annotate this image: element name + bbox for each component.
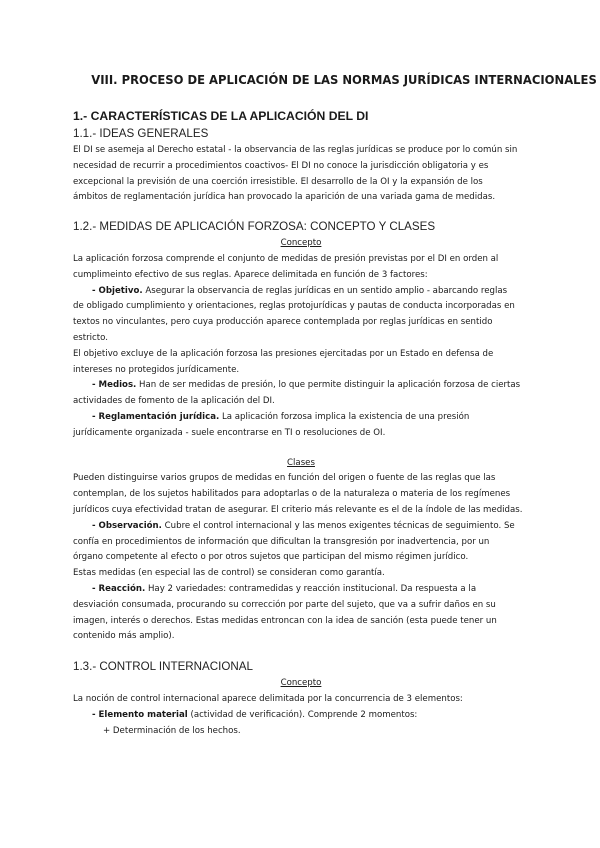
paragraph-line: El objetivo excluye de la aplicación forzosa las presiones ejercitadas por un Estado en defensa de [73,348,494,359]
bullet-item: + Determinación de los hechos. [103,725,241,736]
subsection-heading-control: 1.3.- CONTROL INTERNACIONAL [73,660,253,674]
medios-text: Han de ser medidas de presión, lo que permite distinguir la aplicación forzosa de ciertas [136,380,521,391]
paragraph-line: intereses no protegidos jurídicamente. [73,364,240,375]
objetivo-item [73,284,529,300]
subsection-heading-ideas: 1.1.- IDEAS GENERALES [73,127,209,140]
paragraph-line: desviación consumada, procurando su corrección por parte del sujeto, que va a sufrir daños en su [73,599,496,610]
objetivo-label: - Objetivo. [92,285,143,296]
paragraph-line: jurídicamente organizada - suele encontrarse en TI o resoluciones de OI. [73,427,386,438]
concepto-label: Concepto [280,238,322,249]
reglamentacion-text: La aplicación forzosa implica la existencia de una presión [219,411,470,422]
paragraph-line: contemplan, de los sujetos habilitados para adoptarlas o de la naturaleza o materia de los regímenes [73,489,511,500]
paragraph-line: cumplimeinto efectivo de sus reglas. Aparece delimitada en función de 3 factores: [73,269,428,280]
medios-item [73,378,529,394]
paragraph-line: ámbitos de reglamentación jurídica han provocado la aparición de una variada gama de medidas. [73,192,496,203]
observacion-item [73,519,529,535]
paragraph-line: contenido más amplio). [73,631,175,642]
reaccion-label: - Reacción. [92,583,146,594]
paragraph-line: excepcional la previsión de una coerción irresistible. El desarrollo de la OI y la expansión de los [73,176,483,187]
paragraph-line: textos no vinculantes, pero cuya producción aparece contemplada por reglas jurídicas en sentido [73,317,493,328]
paragraph-line: Estas medidas (en especial las de control) se consideran como garantía. [73,568,385,579]
observacion-text: Cubre el control internacional y las menos exigentes técnicas de seguimiento. Se [161,520,515,531]
paragraph-line: actividades de fomento de la aplicación del DI. [73,396,275,407]
elemento-material-text: (actividad de verificación). Comprende 2 momentos: [187,709,418,720]
elemento-material-item [73,708,529,724]
paragraph-line: estricto. [73,332,108,343]
concepto-label: Concepto [280,678,322,689]
document-page [73,72,597,739]
paragraph-line: Pueden distinguirse varios grupos de medidas en función del origen o fuente de las reglas que las [73,473,496,484]
paragraph-line: La noción de control internacional aparece delimitada por la concurrencia de 3 elementos: [73,693,463,704]
subsection-heading-medidas: 1.2.- MEDIDAS DE APLICACIÓN FORZOSA: CONCEPTO Y CLASES [73,220,436,234]
paragraph-line: necesidad de recurrir a procedimientos coactivos- El DI no conoce la jurisdicción obligatoria y es [73,160,489,171]
reaccion-item [73,582,529,598]
paragraph-line: órgano competente al efecto o por otros sujetos que participan del mismo régimen jurídico. [73,552,469,563]
objetivo-text: Asegurar la observancia de reglas jurídicas en un sentido amplio - abarcando reglas [142,285,508,296]
paragraph-line: de obligado cumplimiento y orientaciones, reglas protojurídicas y pautas de conducta incorporadas en [73,301,515,312]
reglamentacion-label: - Reglamentación jurídica. [92,411,220,422]
clases-label: Clases [287,457,315,468]
section-heading: 1.- CARACTERÍSTICAS DE LA APLICACIÓN DEL DI [73,109,369,123]
reglamentacion-item [73,410,529,426]
paragraph-line: La aplicación forzosa comprende el conjunto de medidas de presión previstas por el DI en orden al [73,253,499,264]
chapter-title: VIII. PROCESO DE APLICACIÓN DE LAS NORMAS JURÍDICAS INTERNACIONALES [91,72,597,87]
paragraph-line: imagen, interés o derechos. Estas medidas entroncan con la idea de sanción (esta puede tener un [73,615,497,626]
medios-label: - Medios. [92,380,137,391]
paragraph-line: confía en procedimientos de información que dificultan la transgresión por inadvertencia, por un [73,536,490,547]
paragraph-line: El DI se asemeja al Derecho estatal - la observancia de las reglas jurídicas se produce por lo común sin [73,145,518,155]
observacion-label: - Observación. [92,520,162,531]
reaccion-text: Hay 2 variedades: contramedidas y reacción institucional. Da respuesta a la [145,583,477,594]
elemento-material-label: - Elemento material [92,709,188,720]
paragraph-line: jurídicos cuya efectividad tratan de asegurar. El criterio más relevante es el de la índole de las medidas. [73,504,523,515]
